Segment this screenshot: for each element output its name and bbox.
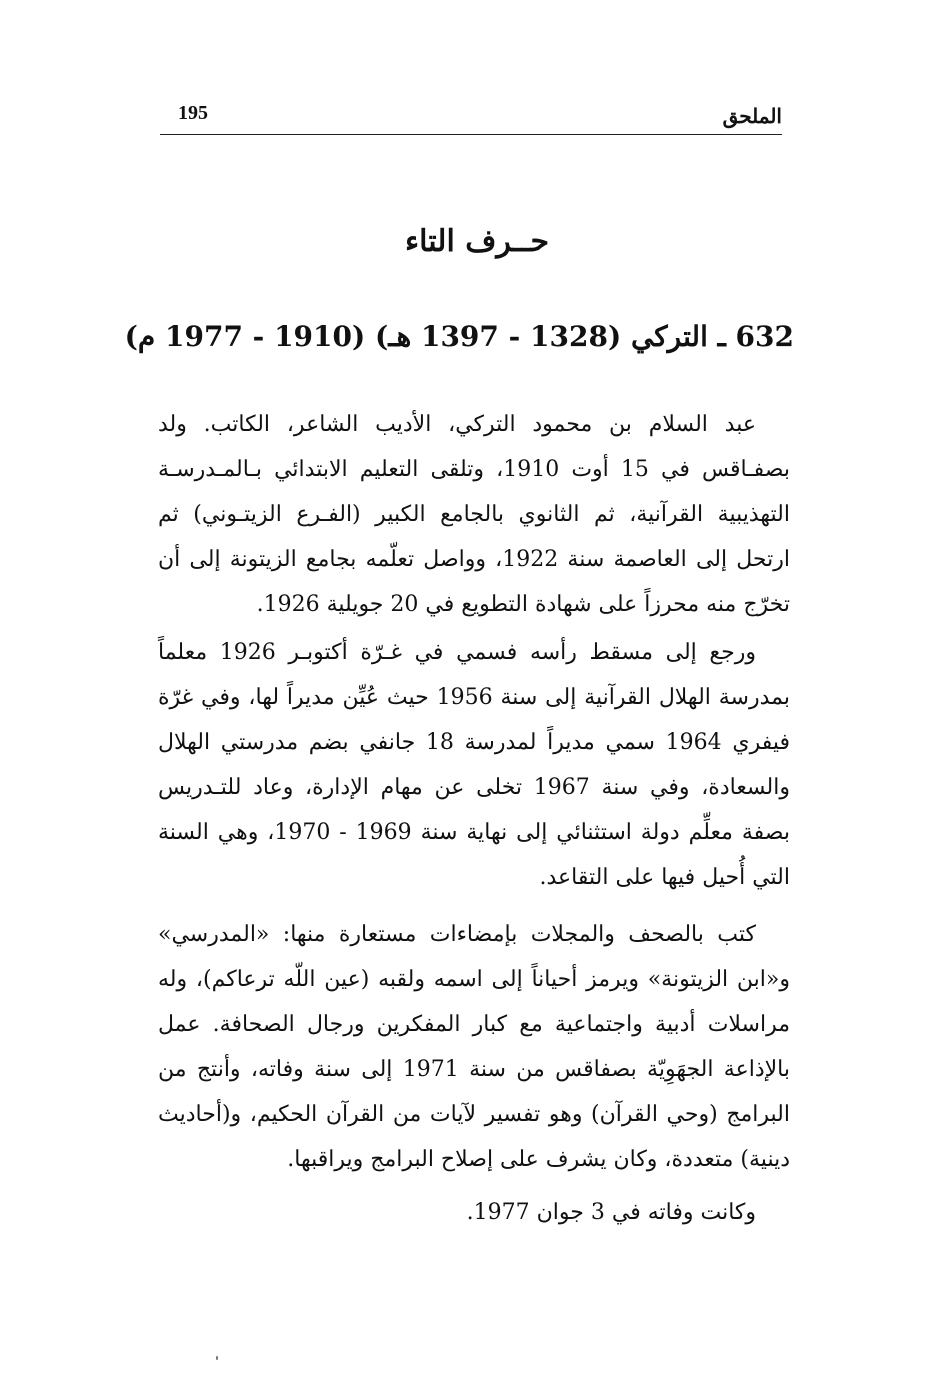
text-line: كتب بالصحف والمجلات بإمضاءات مستعارة منها: «المدرسي»: [158, 922, 756, 947]
text-line: ورجع إلى مسقط رأسه فسمي في غـرّة أكتوبـر 1926 معلماً: [158, 640, 756, 665]
paragraph-2: [158, 630, 790, 900]
paragraph-1: [158, 402, 790, 627]
text-line: ارتحل إلى العاصمة سنة 1922، وواصل تعلّمه بجامع الزيتونة إلى أن: [158, 547, 790, 572]
chapter-title: حــرف التاء: [405, 224, 549, 259]
running-header: [160, 98, 782, 132]
text-line: التهذيبية القرآنية، ثم الثانوي بالجامع الكبير (الفـرع الزيتـوني) ثم: [158, 502, 790, 527]
text-line: التي أُحيل فيها على التقاعد.: [539, 865, 790, 890]
text-line: بصفـاقس في 15 أوت 1910، وتلقى التعليم الابتدائي بـالمـدرسـة: [158, 457, 790, 482]
scan-mark: [216, 1356, 218, 1360]
text-line: والسعادة، وفي سنة 1967 تخلى عن مهام الإدارة، وعاد للتـدريس: [158, 775, 790, 800]
text-line: مراسلات أدبية واجتماعية مع كبار المفكرين ورجال الصحافة. عمل: [158, 1012, 790, 1037]
text-line: و«ابن الزيتونة» ويرمز أحياناً إلى اسمه ولقبه (عين اللّه ترعاكم)، وله: [158, 967, 790, 992]
text-line: بالإذاعة الجهَوِيّة بصفاقس من سنة 1971 إلى سنة وفاته، وأنتج من: [158, 1057, 791, 1082]
running-section-title: الملحق: [722, 104, 782, 128]
text-line: تخرّج منه محرزاً على شهادة التطويع في 20 جويلية 1926.: [256, 592, 790, 617]
text-line: عبد السلام بن محمود التركي، الأديب الشاعر، الكاتب. ولد: [158, 412, 756, 437]
text-line: دينية) متعددة، وكان يشرف على إصلاح البرامج ويراقبها.: [287, 1147, 790, 1172]
header-rule: [160, 134, 782, 135]
page-number: 195: [178, 102, 208, 124]
paragraph-3: [158, 912, 790, 1182]
text-line: فيفري 1964 سمي مديراً لمدرسة 18 جانفي بضم مدرستي الهلال: [158, 730, 790, 755]
text-line: البرامج (وحي القرآن) وهو تفسير لآيات من القرآن الحكيم، و(أحاديث: [158, 1102, 790, 1127]
text-line: بصفة معلِّم دولة استثنائي إلى نهاية سنة 1969 - 1970، وهي السنة: [158, 820, 791, 845]
text-line: وكانت وفاته في 3 جوان 1977.: [466, 1200, 756, 1225]
paragraph-4: [158, 1190, 790, 1235]
text-line: بمدرسة الهلال القرآنية إلى سنة 1956 حيث عُيِّن مديراً لها، وفي غرّة: [158, 685, 790, 710]
entry-heading: 632 ـ التركي (1328 - 1397 هـ) (1910 - 1977 م): [124, 320, 794, 353]
